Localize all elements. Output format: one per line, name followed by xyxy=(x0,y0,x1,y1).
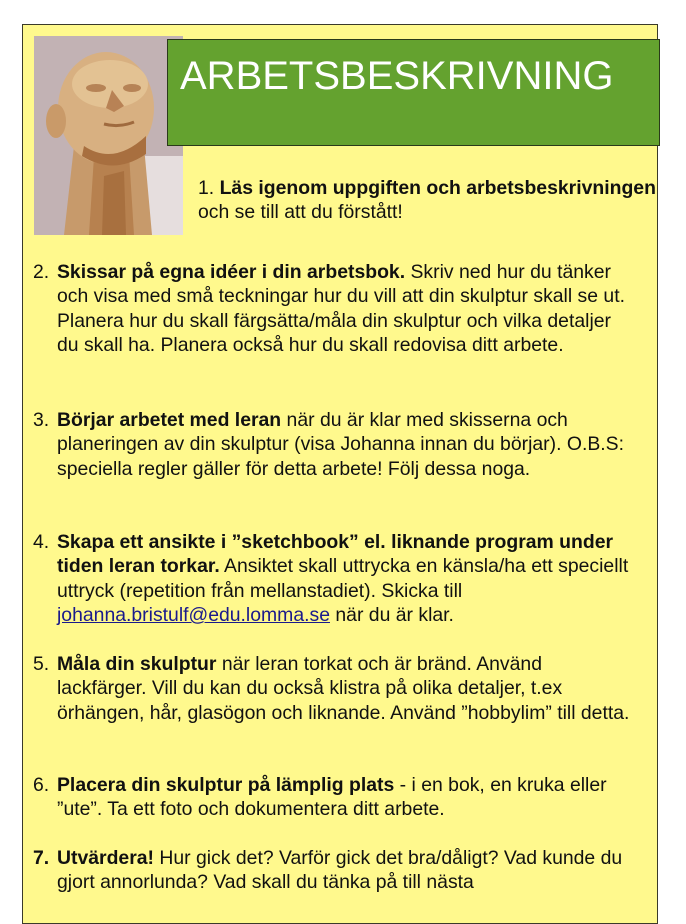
item-text: Skriv ned hur du tänker och visa med små teckningar hur du vill att din skulptur skall se ut. Planera hur du skall färgsätta/måla din skulptur och vilka detaljer du skall ha. Planera också hur du skall redovisa ditt arbete. xyxy=(57,261,625,357)
instruction-item-2 xyxy=(33,260,633,358)
item-heading: Läs igenom uppgiften och arbetsbeskrivningen xyxy=(219,177,656,199)
item-text: Ansiktet skall uttrycka en känsla/ha ett speciellt uttryck (repetition från mellanstadiet). Skicka till xyxy=(57,555,629,602)
sculpture-head-icon xyxy=(34,36,183,235)
item-heading: Skissar på egna idéer i din arbetsbok. xyxy=(57,261,406,283)
clay-sculpture-head-photo xyxy=(34,36,183,235)
item-number: 7. xyxy=(33,847,50,869)
page-title: ARBETSBESKRIVNING xyxy=(180,54,614,98)
item-text: Hur gick det? Varför gick det bra/dåligt? Vad kunde du gjort annorlunda? Vad skall du tänka på till nästa xyxy=(57,847,623,894)
instruction-item-7 xyxy=(33,846,633,895)
item-heading: Utvärdera! xyxy=(57,847,154,869)
item-heading: Börjar arbetet med leran xyxy=(57,409,282,431)
item-text: - i en bok, en kruka eller ”ute”. Ta ett foto och dokumentera ditt arbete. xyxy=(57,774,607,821)
item-heading: Skapa ett ansikte i ”sketchbook” el. liknande program under tiden leran torkar. xyxy=(57,531,614,578)
instruction-item-6 xyxy=(33,773,633,822)
item-text: när du är klar med skisserna och planeringen av din skulptur (visa Johanna innan du börjar). O.B.S: speciella regler gäller för detta arbete! Följ dessa noga. xyxy=(57,409,624,480)
instruction-item-4 xyxy=(33,530,633,628)
item-text-after: när du är klar. xyxy=(329,604,454,627)
item-number: 2. xyxy=(33,261,50,283)
document-page xyxy=(22,24,658,924)
item-number: 4. xyxy=(33,531,50,553)
item-text: när leran torkat och är bränd. Använd lackfärger. Vill du kan du också klistra på olika detaljer, t.ex örhängen, hår, glasögon och liknande. Använd ”hobbylim” till detta. xyxy=(57,653,630,724)
item-heading: Placera din skulptur på lämplig plats xyxy=(57,774,395,796)
instruction-item-1 xyxy=(198,176,668,225)
email-link[interactable]: johanna.bristulf@edu.lomma.se xyxy=(57,604,330,627)
instruction-item-5 xyxy=(33,652,633,725)
title-banner xyxy=(167,39,660,146)
item-text: och se till att du förstått! xyxy=(198,201,403,224)
item-number: 1. xyxy=(198,177,215,199)
item-heading: Måla din skulptur xyxy=(57,653,217,675)
instruction-item-3 xyxy=(33,408,633,481)
item-number: 6. xyxy=(33,774,50,796)
item-number: 3. xyxy=(33,409,50,431)
item-number: 5. xyxy=(33,653,50,675)
